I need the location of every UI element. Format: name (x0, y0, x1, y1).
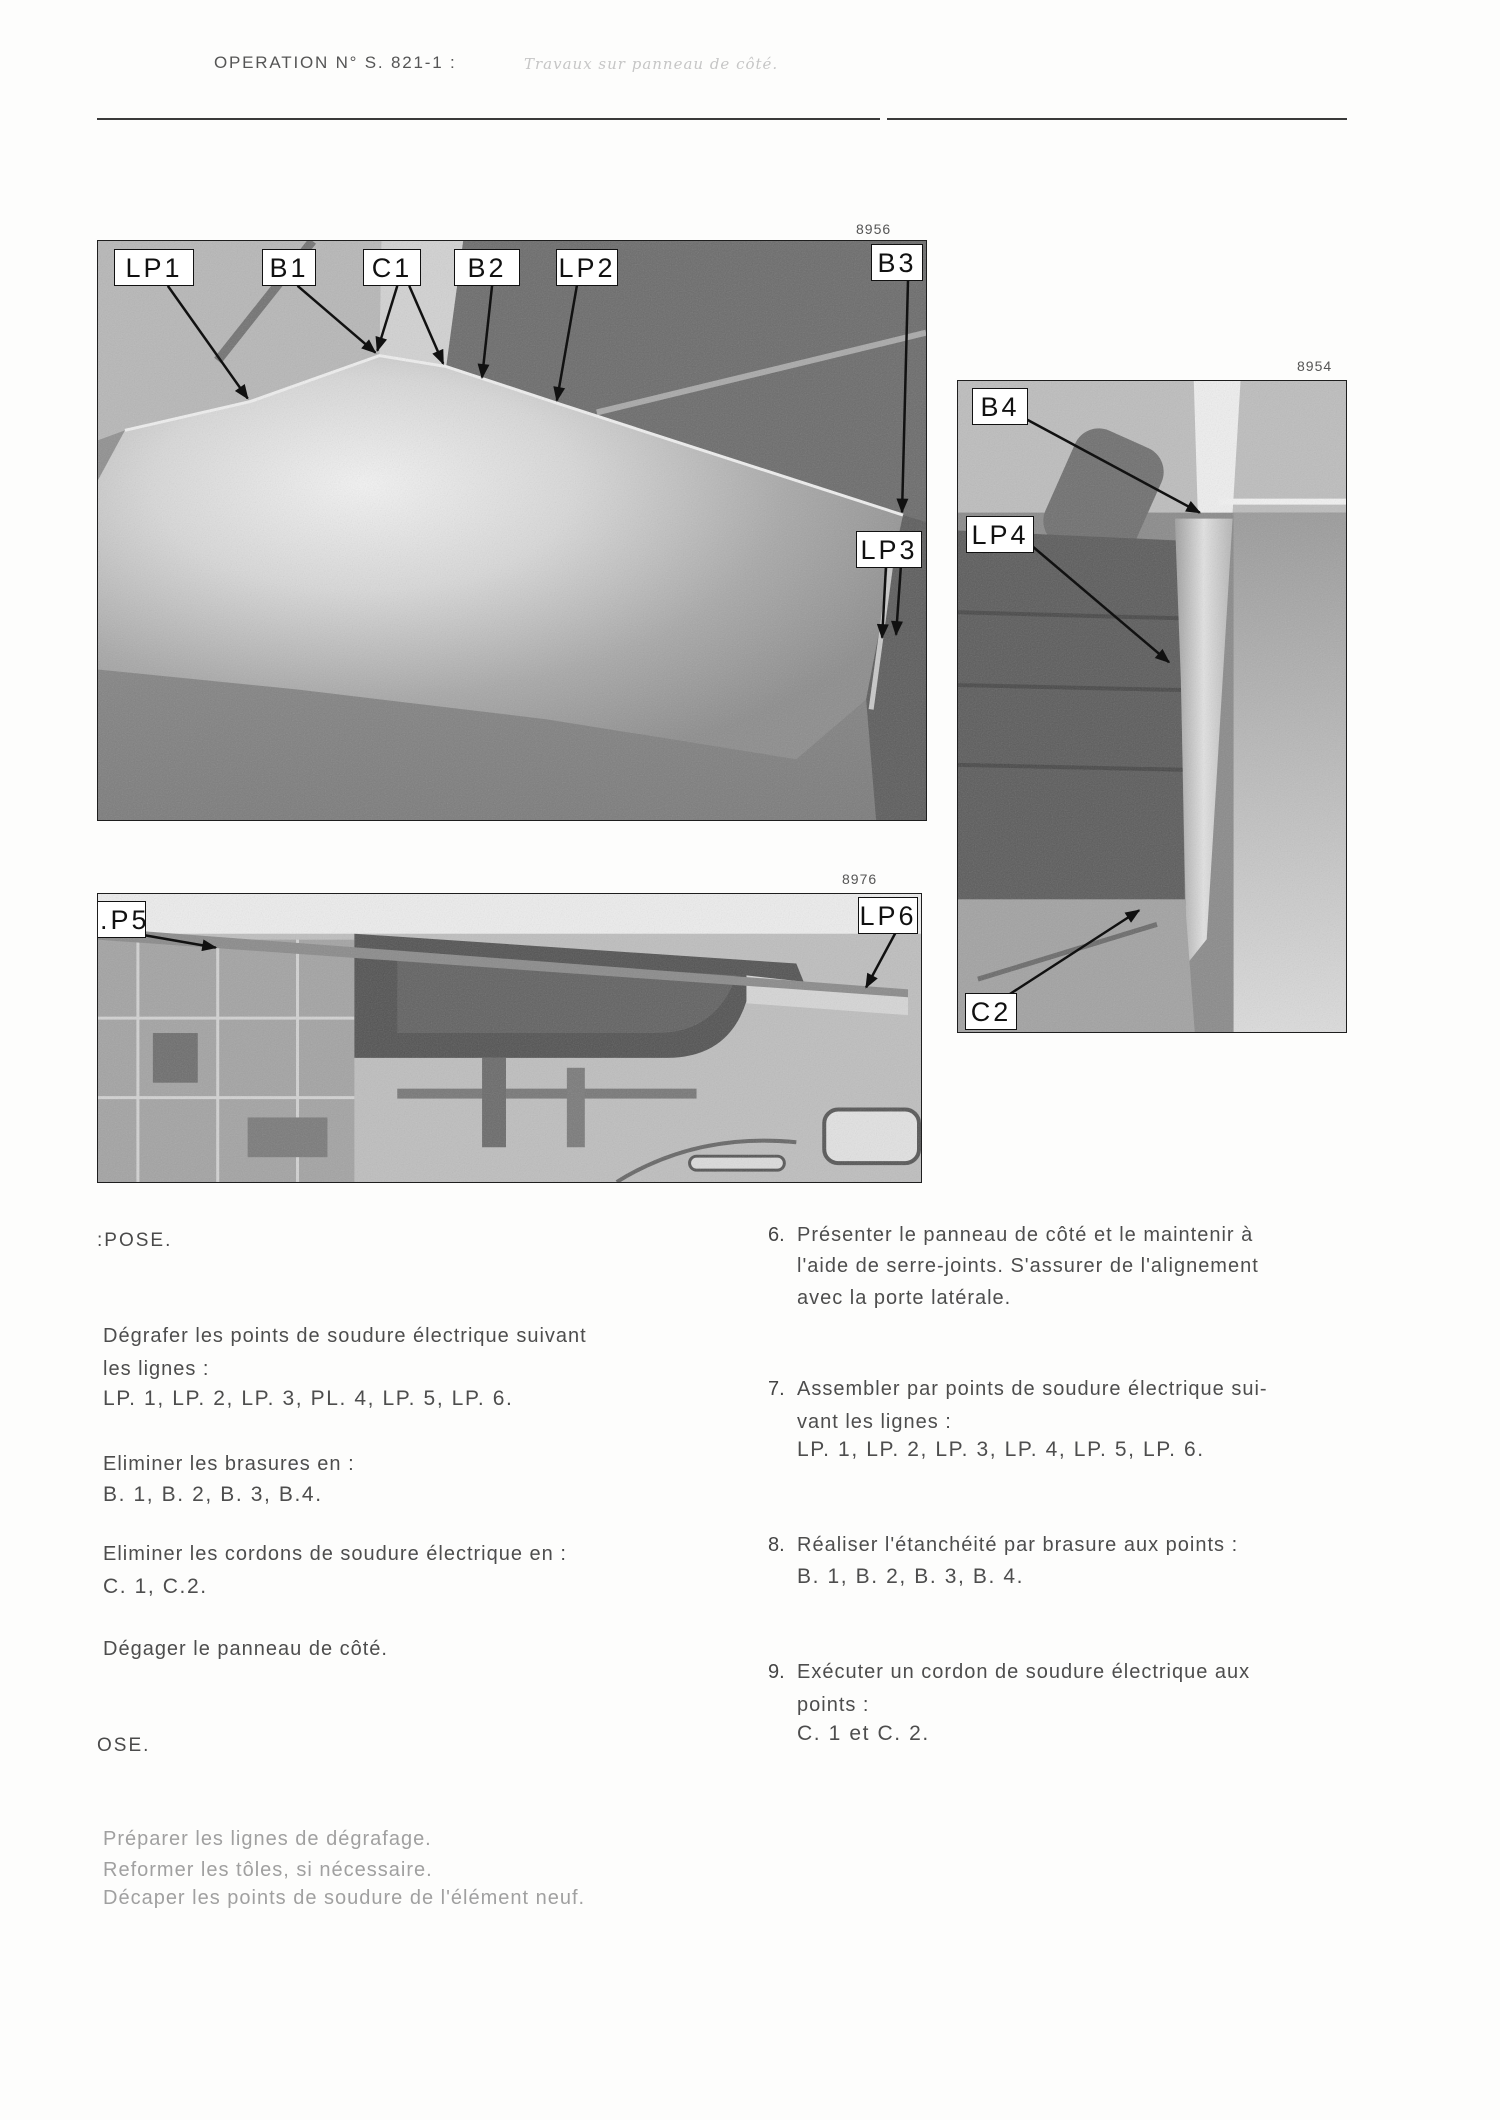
photo-grain (98, 241, 926, 820)
figure-1-number: 8956 (856, 221, 892, 237)
depose-step-1-line-1: Dégrafer les points de soudure électrique suivant (103, 1325, 587, 1347)
figure-3-photo (97, 893, 922, 1183)
depose-step-3-line-1: Eliminer les cordons de soudure électrique en : (103, 1543, 567, 1565)
depose-step-3-line-2: C. 1, C.2. (103, 1575, 208, 1598)
repose-step-7-line-2: vant les lignes : (797, 1411, 952, 1433)
label-lp3: LP3 (856, 531, 922, 568)
label-lp5: .P5 (98, 901, 146, 938)
depose-step-4-line-1: Dégager le panneau de côté. (103, 1638, 388, 1660)
depose-step-1-line-3: LP. 1, LP. 2, LP. 3, PL. 4, LP. 5, LP. 6. (103, 1387, 514, 1410)
repose-prep-line-3: Décaper les points de soudure de l'élément neuf. (103, 1887, 586, 1909)
repose-step-7-number: 7. (768, 1378, 785, 1400)
repose-heading: OSE. (97, 1735, 151, 1756)
label-c2: C2 (965, 993, 1017, 1030)
label-lp4: LP4 (966, 516, 1034, 553)
figure-1-photo (97, 240, 927, 821)
repose-step-9-line-3: C. 1 et C. 2. (797, 1722, 930, 1745)
repose-step-9-line-2: points : (797, 1694, 870, 1716)
label-lp6: LP6 (858, 897, 918, 934)
repose-step-8-line-1: Réaliser l'étanchéité par brasure aux points : (797, 1534, 1239, 1556)
photo-grain (958, 381, 1346, 1032)
repose-prep-line-2: Reformer les tôles, si nécessaire. (103, 1859, 433, 1881)
label-b4: B4 (972, 388, 1028, 425)
repose-step-8-number: 8. (768, 1534, 785, 1556)
figure-1-drawing (98, 241, 926, 820)
repose-prep-line-1: Préparer les lignes de dégrafage. (103, 1828, 432, 1850)
label-b2: B2 (454, 249, 520, 286)
repose-step-6-number: 6. (768, 1224, 785, 1246)
label-b1: B1 (262, 249, 316, 286)
operation-subject: Travaux sur panneau de côté. (524, 55, 779, 73)
repose-step-7-line-1: Assembler par points de soudure électrique sui- (797, 1378, 1268, 1400)
repose-step-9-number: 9. (768, 1661, 785, 1683)
figure-3-drawing (98, 894, 921, 1182)
figure-2-photo (957, 380, 1347, 1033)
photo-grain (98, 894, 921, 1182)
depose-heading: :POSE. (97, 1230, 173, 1251)
figure-3-number: 8976 (842, 871, 878, 887)
label-lp2: LP2 (556, 249, 618, 286)
figure-2-drawing (958, 381, 1346, 1032)
header-rule-left (97, 118, 880, 120)
label-lp1: LP1 (114, 249, 194, 286)
label-c1: C1 (363, 249, 421, 286)
repose-step-7-line-3: LP. 1, LP. 2, LP. 3, LP. 4, LP. 5, LP. 6. (797, 1438, 1205, 1461)
operation-number: OPERATION N° S. 821-1 : (214, 53, 457, 72)
figure-2-number: 8954 (1297, 358, 1333, 374)
repose-step-6-line-3: avec la porte latérale. (797, 1287, 1012, 1309)
depose-step-1-line-2: les lignes : (103, 1358, 210, 1380)
repose-step-8-line-2: B. 1, B. 2, B. 3, B. 4. (797, 1565, 1025, 1588)
depose-step-2-line-1: Eliminer les brasures en : (103, 1453, 355, 1475)
label-b3: B3 (871, 244, 923, 281)
header-rule-right (887, 118, 1347, 120)
repose-step-9-line-1: Exécuter un cordon de soudure électrique aux (797, 1661, 1251, 1683)
repose-step-6-line-1: Présenter le panneau de côté et le maintenir à (797, 1224, 1254, 1246)
repose-step-6-line-2: l'aide de serre-joints. S'assurer de l'alignement (797, 1255, 1259, 1277)
depose-step-2-line-2: B. 1, B. 2, B. 3, B.4. (103, 1483, 323, 1506)
